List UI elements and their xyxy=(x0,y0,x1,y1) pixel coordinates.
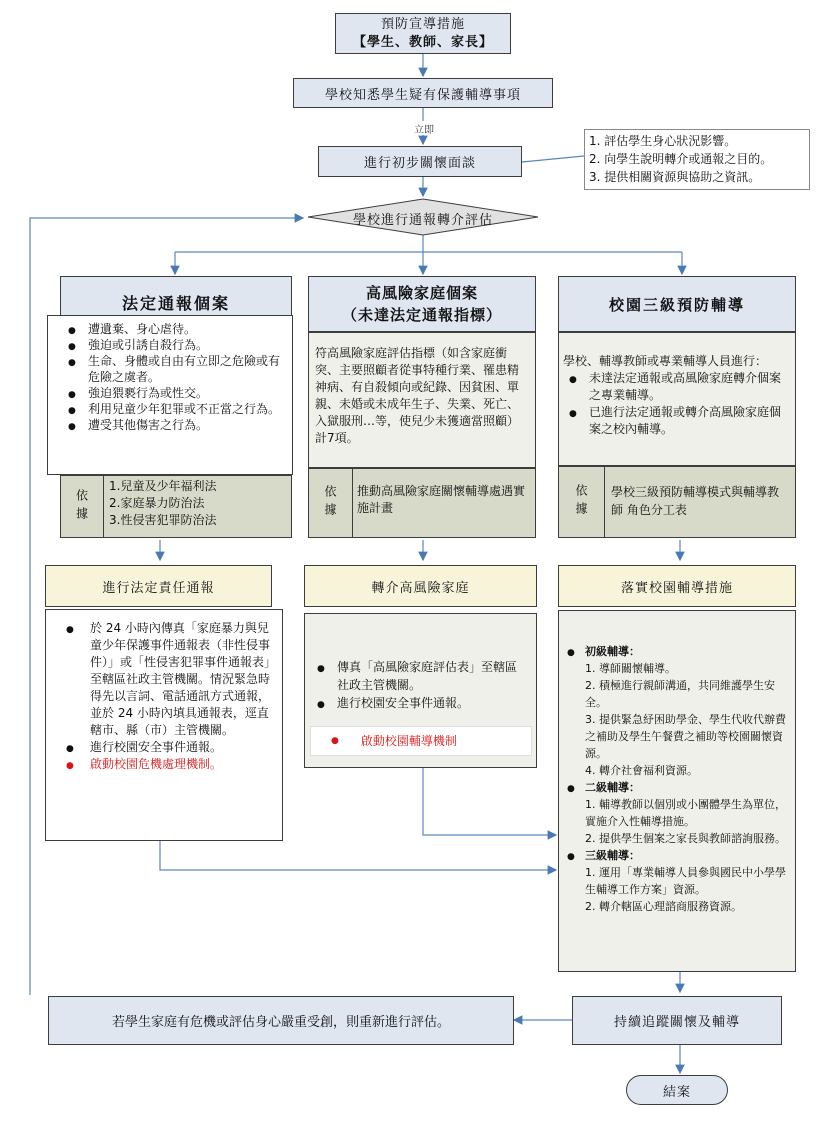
interview-text: 進行初步關懷面談 xyxy=(363,156,476,171)
risk-case-title-line2: （未達法定通報指標） xyxy=(341,306,502,324)
campus-title-text: 校園三級預防輔導 xyxy=(608,295,745,314)
campus-intro-list xyxy=(563,370,791,438)
campus-intro-item: ● 已進行法定通報或轉介高風險家庭個案之校內輔導。 xyxy=(563,404,791,438)
legal-action-details xyxy=(45,609,283,841)
risk-action-item: ● 進行校園安全事件通報。 xyxy=(311,694,528,712)
campus-basis: 學校三級預防輔導模式與輔導教師 角色分工表 xyxy=(611,485,780,517)
end-box xyxy=(626,1075,728,1105)
legal-criteria-box xyxy=(47,315,293,475)
edge-label-immediately: 立即 xyxy=(408,121,440,135)
campus-intro-item: ● 未達法定通報或高風險家庭轉介個案之專業輔導。 xyxy=(563,370,791,404)
primary-guidance-title: ● 初級輔導： xyxy=(563,643,789,660)
risk-alert-bullet-icon: ● xyxy=(331,736,339,746)
secondary-guidance-item: 1. 輔導教師以個別或小團體學生為單位，實施介入性輔導措施。 xyxy=(585,798,786,828)
risk-alert-box xyxy=(310,726,532,756)
tertiary-guidance-item: 2. 轉介轄區心理諮商服務資源。 xyxy=(585,900,742,913)
legal-action-item-alert: ● 啟動校園危機處理機制。 xyxy=(60,756,276,773)
legal-criterion: ● 利用兒童少年犯罪或不正當之行為。 xyxy=(62,401,286,417)
risk-desc: 符高風險家庭評估指標（如含家庭衝突、主要照顧者從事特種行業、罹患精神病、有自殺傾向或紀錄、因貧困、單親、未婚或未成年生子、失業、死亡、入獄服刑…等，使兒少未獲適當照顧）計7項。 xyxy=(315,346,520,445)
prevention-title: 預防宣導措施 xyxy=(380,16,465,32)
risk-basis: 推動高風險家庭關懷輔導處遇實施計畫 xyxy=(357,484,526,515)
legal-criterion: ● 遭遺棄、身心虐待。 xyxy=(62,321,286,337)
legal-criteria-list xyxy=(62,321,286,433)
campus-action-box xyxy=(558,565,796,607)
primary-guidance-item: 2. 積極進行親師溝通，共同維護學生安全。 xyxy=(585,679,775,709)
secondary-guidance-list xyxy=(563,796,789,847)
legal-criterion: ● 生命、身體或自由有立即之危險或有危險之虞者。 xyxy=(62,353,286,385)
arrow-decision-split xyxy=(175,232,682,252)
risk-case-title-line1: 高風險家庭個案 xyxy=(365,284,478,302)
risk-alert-text: 啟動校園輔導機制 xyxy=(360,734,457,748)
interview-note-3: 3. 提供相關資源與協助之資訊。 xyxy=(589,170,761,184)
tertiary-guidance-list xyxy=(563,864,789,915)
tertiary-guidance-item: 1. 運用「專業輔導人員參與國民中小學學生輔導工作方案」資源。 xyxy=(585,866,786,896)
campus-basis-box xyxy=(558,466,796,538)
secondary-guidance-item: 2. 提供學生個案之家長與教師諮詢服務。 xyxy=(585,832,786,845)
reassess-text: 若學生家庭有危機或評估身心嚴重受創，則重新進行評估。 xyxy=(111,1015,450,1030)
legal-basis-label: 依據 xyxy=(61,476,104,537)
risk-basis-box xyxy=(308,468,536,538)
legal-criterion: ● 強迫或引誘自殺行為。 xyxy=(62,337,286,353)
campus-action-text: 落實校園輔導措施 xyxy=(620,580,733,596)
risk-action-box xyxy=(304,565,537,607)
risk-action-list xyxy=(311,658,528,712)
followup-text: 持續追蹤關懷及輔導 xyxy=(613,1015,740,1030)
secondary-guidance-title: ● 二級輔導： xyxy=(563,779,789,796)
risk-case-title xyxy=(308,276,536,332)
decision-label: 學校進行通報轉介評估 xyxy=(352,212,493,228)
risk-action-details xyxy=(304,613,537,768)
campus-title xyxy=(558,276,796,332)
campus-action-details xyxy=(558,610,796,972)
legal-case-title-text: 法定通報個案 xyxy=(121,294,230,313)
risk-desc-box xyxy=(308,332,536,468)
risk-basis-label: 依據 xyxy=(309,469,353,537)
reassess-box xyxy=(48,996,514,1045)
legal-action-item: ● 進行校園安全事件通報。 xyxy=(60,739,276,756)
arrow-risk-to-campus-action xyxy=(423,768,556,835)
legal-basis-item: 3.性侵害犯罪防治法 xyxy=(109,513,217,527)
legal-criterion: ● 遭受其他傷害之行為。 xyxy=(62,417,286,433)
interview-notes-box xyxy=(584,129,810,190)
prevention-box xyxy=(335,13,511,54)
interview-box xyxy=(318,146,522,177)
aware-text: 學校知悉學生疑有保護輔導事項 xyxy=(324,87,521,103)
line-interview-notes xyxy=(522,156,584,162)
legal-action-box xyxy=(45,565,272,607)
followup-box xyxy=(572,996,782,1045)
primary-guidance-item: 4. 轉介社會福利資源。 xyxy=(585,764,698,777)
primary-guidance-item: 3. 提供緊急紓困助學金、學生代收代辦費之補助及學生午餐費之補助等校園關懷資源。 xyxy=(585,713,786,760)
tertiary-guidance-title: ● 三級輔導： xyxy=(563,847,789,864)
prevention-audience: 【學生、教師、家長】 xyxy=(352,34,493,50)
campus-desc-box xyxy=(558,332,796,466)
risk-action-text: 轉介高風險家庭 xyxy=(371,580,470,596)
campus-intro: 學校、輔導教師或專業輔導人員進行： xyxy=(563,354,768,368)
arrow-legal-to-campus-action xyxy=(160,840,556,870)
legal-action-list xyxy=(60,620,276,773)
primary-guidance-list xyxy=(563,660,789,779)
aware-box xyxy=(293,78,553,108)
campus-basis-label: 依據 xyxy=(559,467,605,537)
interview-note-1: 1. 評估學生身心狀況影響。 xyxy=(589,134,737,148)
legal-criterion: ● 強迫猥褻行為或性交。 xyxy=(62,385,286,401)
end-text: 結案 xyxy=(662,1084,691,1100)
legal-basis-item: 2.家庭暴力防治法 xyxy=(109,496,205,510)
legal-basis-item: 1.兒童及少年福利法 xyxy=(109,479,217,493)
legal-basis-list xyxy=(109,478,216,529)
legal-basis-box xyxy=(60,475,292,538)
primary-guidance-item: 1. 導師關懷輔導。 xyxy=(585,662,676,675)
legal-action-text: 進行法定責任通報 xyxy=(102,580,215,596)
legal-action-item: ● 於 24 小時內傳真「家庭暴力與兒童少年保護事件通報表（非性侵事件）」或「性侵害犯罪事件通報表」至轄區社政主管機關。情況緊急時得先以言詞、電話通訊方式通報，並於 24 小時內填具通報表，逕直轄市、縣（市）主管機關。 xyxy=(60,620,276,739)
interview-note-2: 2. 向學生說明轉介或通報之目的。 xyxy=(589,152,773,166)
risk-action-item: ● 傳真「高風險家庭評估表」至轄區社政主管機關。 xyxy=(311,658,528,694)
